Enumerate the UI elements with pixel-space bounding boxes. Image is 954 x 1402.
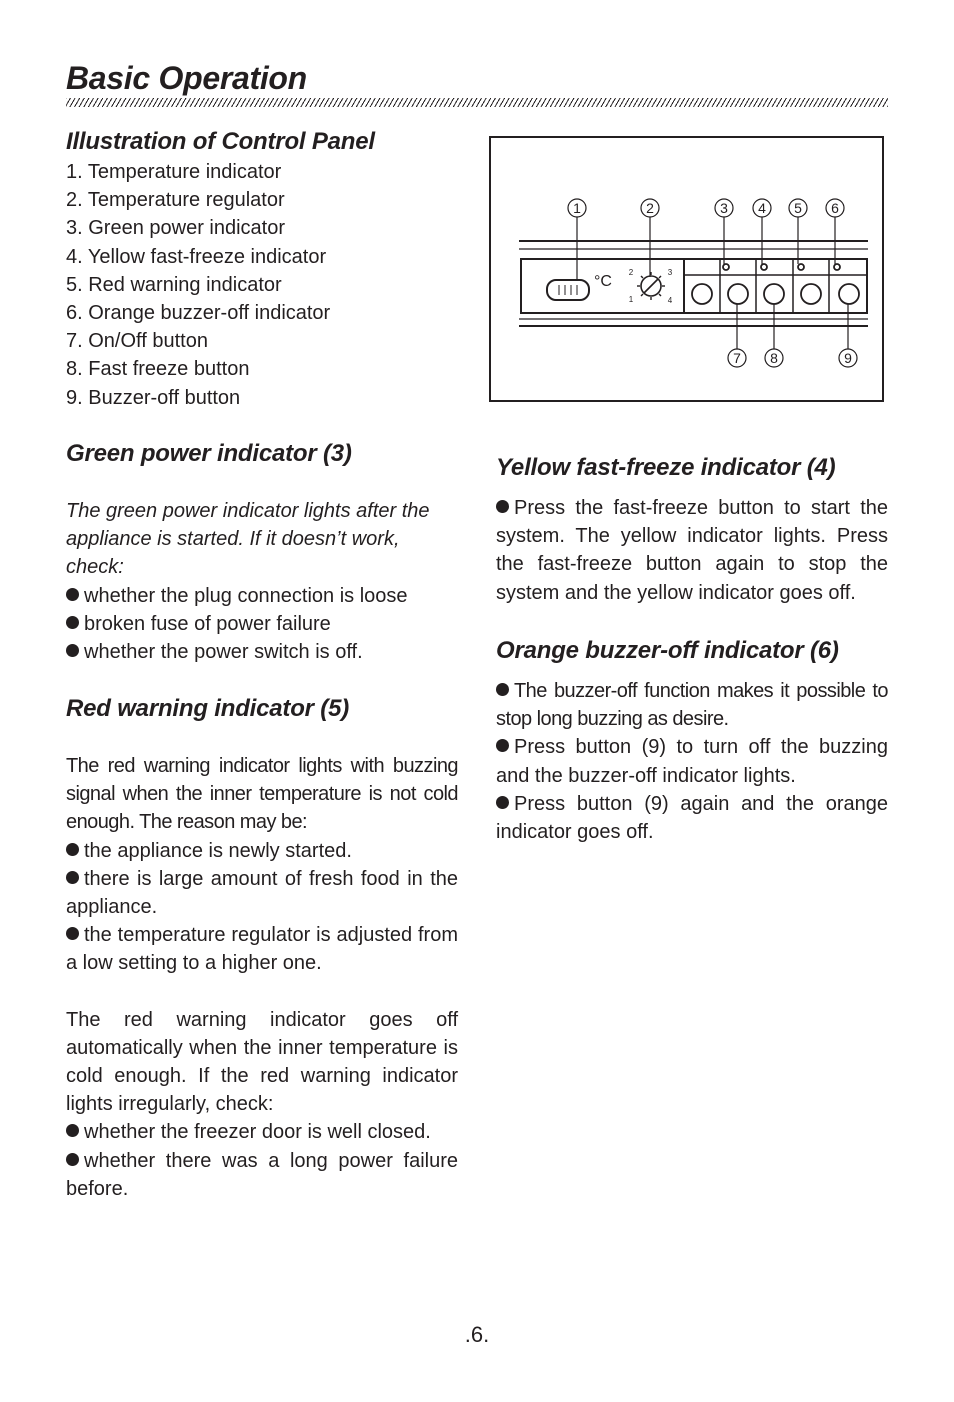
yellow-indicator-section: [496, 454, 888, 607]
list-item: the temperature regulator is adjusted from a low setting to a higher one.: [66, 924, 458, 975]
list-item: 4. Yellow fast-freeze indicator: [66, 245, 327, 268]
list-item: 3. Green power indicator: [66, 217, 286, 240]
red-para2: The red warning indicator goes off automatically when the inner temperature is cold enough. If the red warning indicator lights irregularly, check:: [66, 1008, 458, 1116]
list-item: whether there was a long power failure before.: [66, 1149, 458, 1200]
list-item: broken fuse of power failure: [66, 610, 458, 638]
callout-6: 6: [831, 200, 839, 216]
dial-number-3: 3: [667, 268, 673, 277]
list-item: Press button (9) to turn off the buzzing and the buzzer-off indicator lights.: [496, 736, 888, 787]
bullet-icon: [496, 739, 509, 752]
callout-1: 1: [573, 200, 581, 216]
callout-5: 5: [794, 200, 802, 216]
orange-heading: Orange buzzer-off indicator (6): [496, 637, 839, 664]
control-panel-diagram: [489, 136, 884, 402]
control-panel-list: [66, 158, 458, 412]
dial-number-1: 1: [628, 295, 634, 304]
list-item: 1. Temperature indicator: [66, 161, 282, 183]
green-heading: Green power indicator (3): [66, 440, 352, 467]
bullet-icon: [496, 796, 509, 809]
page-title: Basic Operation: [66, 60, 307, 96]
dial-number-2: 2: [628, 268, 634, 277]
bullet-icon: [66, 616, 79, 629]
bullet-icon: [66, 1153, 79, 1166]
list-item: 7. On/Off button: [66, 330, 208, 353]
orange-indicator-section: [496, 637, 888, 846]
list-item: Press button (9) again and the orange indicator goes off.: [496, 792, 888, 844]
control-panel-illustration: [491, 138, 882, 400]
yellow-heading: Yellow fast-freeze indicator (4): [496, 454, 836, 481]
control-panel-section: [66, 128, 458, 412]
bullet-icon: [66, 644, 79, 657]
red-indicator-section: [66, 695, 458, 1203]
list-item: 2. Temperature regulator: [66, 189, 285, 212]
unit-label: °C: [594, 273, 612, 290]
list-item: 6. Orange buzzer-off indicator: [66, 302, 331, 325]
control-panel-heading: Illustration of Control Panel: [66, 128, 375, 155]
callout-3: 3: [720, 200, 728, 216]
bullet-icon: [66, 871, 79, 884]
bullet-icon: [66, 927, 79, 940]
bullet-icon: [66, 843, 79, 856]
list-item: there is large amount of fresh food in the appliance.: [66, 867, 458, 919]
list-item: 8. Fast freeze button: [66, 358, 250, 381]
bullet-icon: [496, 500, 509, 513]
page-number: .6.: [464, 1322, 490, 1347]
bullet-icon: [66, 1124, 79, 1137]
list-item: 9. Buzzer-off button: [66, 386, 241, 409]
callout-8: 8: [770, 350, 778, 366]
callout-7: 7: [733, 350, 741, 366]
green-indicator-section: [66, 440, 458, 666]
callout-4: 4: [758, 200, 766, 216]
red-heading: Red warning indicator (5): [66, 695, 350, 722]
bullet-icon: [66, 588, 79, 601]
callout-9: 9: [844, 350, 852, 366]
title-rule: [66, 98, 888, 107]
list-item: whether the freezer door is well closed.: [66, 1118, 458, 1146]
list-item: the appliance is newly started.: [66, 837, 458, 865]
list-item: whether the power switch is off.: [66, 638, 458, 666]
list-item: The buzzer-off function makes it possible to stop long buzzing as desire.: [496, 680, 888, 731]
list-item: whether the plug connection is loose: [66, 582, 458, 610]
list-item: Press the fast-freeze button to start the system. The yellow indicator lights. Press the fast-freeze button again to stop the system and the yellow indicator goes off.: [496, 497, 888, 604]
red-para1: The red warning indicator lights with buzzing signal when the inner temperature is not cold enough. The reason may be:: [66, 755, 458, 834]
list-item: 5. Red warning indicator: [66, 273, 282, 296]
green-intro: The green power indicator lights after the appliance is started. If it doesn’t work, check:: [66, 500, 430, 579]
callout-2: 2: [646, 200, 654, 216]
bullet-icon: [496, 683, 509, 696]
dial-number-4: 4: [667, 296, 673, 305]
